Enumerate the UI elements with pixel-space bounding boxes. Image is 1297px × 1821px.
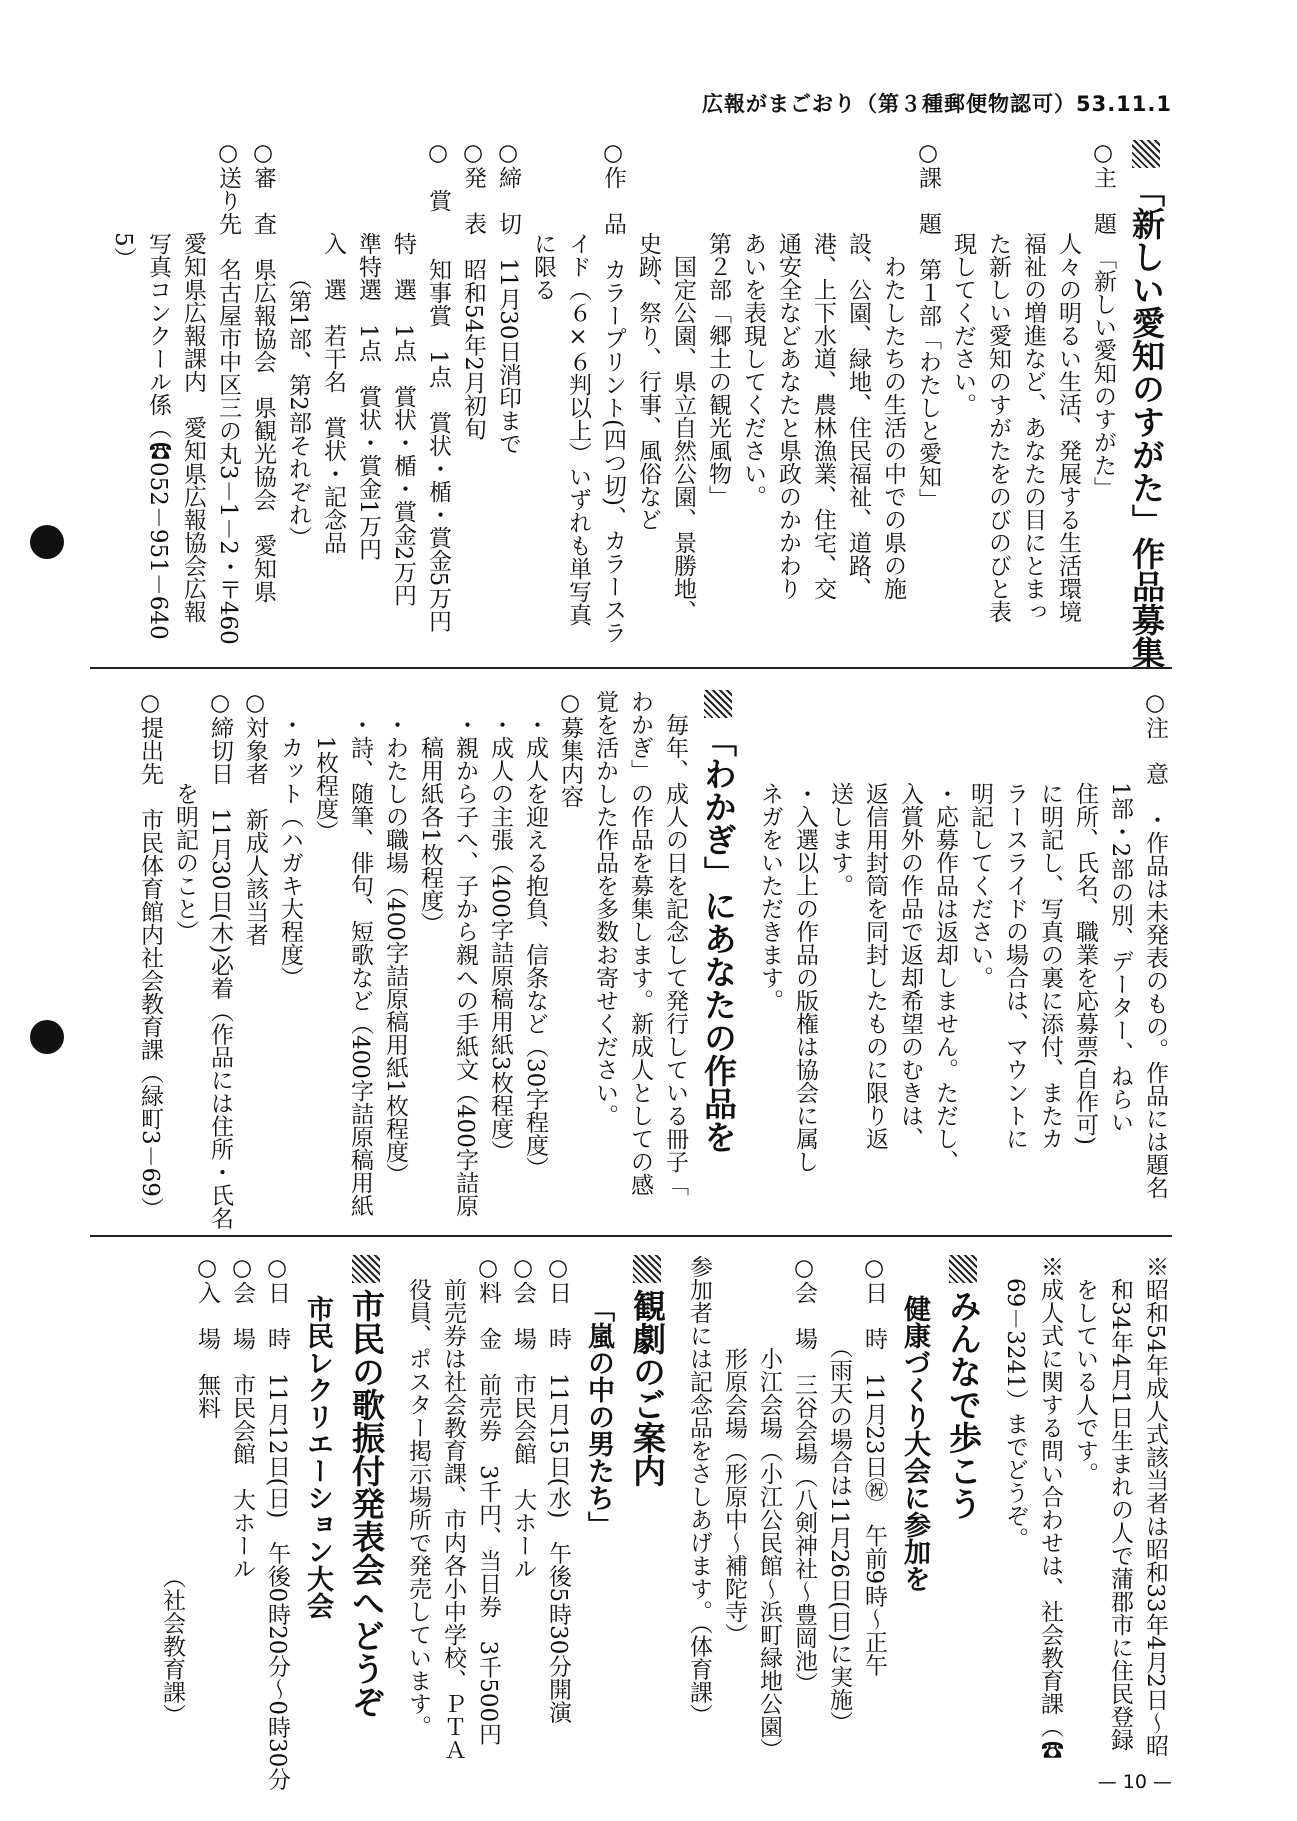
text-line: 史跡、祭り、行事、風俗など — [635, 140, 661, 531]
text-line: 送します。 — [827, 690, 853, 897]
text-line: ○締切日 11月30日(木)必着（作品には住所・氏名 — [207, 690, 233, 1230]
text-line: ○作 品 カラープリント(四つ切)、カラースラ — [600, 140, 626, 644]
section-wakagi — [137, 690, 1172, 1230]
text-line: ○日 時 11月15日(水) 午後5時30分開演 — [545, 1255, 571, 1724]
text-line: 形原会場（形原中～補陀寺） — [721, 1255, 747, 1646]
text-line: 人々の明るい生活、発展する生活環境 — [1055, 140, 1081, 623]
text-line: ※成人式に関する問い合わせは、社会教育課（☎ — [1037, 1255, 1063, 1761]
text-line: ・成人を迎える抱負、信条など（30字程度） — [522, 690, 548, 1180]
text-line: ○会 場 三谷会場（八剣神社～豊岡池） — [791, 1255, 817, 1695]
text-line: ○主 題 「新しい愛知のすがた」 — [1090, 140, 1116, 500]
text-line: 福祉の増進など、あなたの目にとまっ — [1020, 140, 1046, 623]
text-line: （雨天の場合は11月26日(日)に実施） — [826, 1255, 852, 1734]
text-line: ○日 時 11月23日㊗ 午前9時～正午 — [861, 1255, 887, 1677]
walk-subtitle: 健康づくり大会に参加を — [899, 1295, 930, 1592]
text-line: ○日 時 11月12日(日) 午後0時20分～0時30分 — [264, 1255, 290, 1791]
section-photo-contest — [110, 140, 1172, 669]
text-line: ネガをいただきます。 — [757, 690, 783, 1012]
contest-notes — [752, 690, 1172, 1210]
play-details — [400, 1255, 575, 1760]
text-line: ○送り先 名古屋市中区三の丸3－1－2・〒460 — [215, 140, 241, 645]
text-line: ・応募作品は返却しません。ただし、 — [932, 690, 958, 1173]
text-line: 返信用封筒を同封したものに限り返 — [862, 690, 888, 1150]
text-line: ・親から子へ、子から親への手紙文（400字詰原 — [452, 690, 478, 1217]
text-line: 稿用紙各1枚程度） — [417, 690, 443, 935]
text-line: 覚を活かした作品を多数お寄せください。 — [592, 690, 618, 1127]
text-line: 前売券は社会教育課、市内各小中学校、ＰＴＡ — [440, 1255, 466, 1761]
text-line: 通安全などあなたと県政のかかわり — [775, 140, 801, 600]
text-line: ○会 場 市民会館 大ホール — [229, 1255, 255, 1580]
text-line: 設、公園、緑地、住民福祉、道路、 — [845, 140, 871, 600]
section-title: 「わかぎ」にあなたの作品を — [692, 690, 744, 1210]
section-title: 「新しい愛知のすがた」作品募集 — [1120, 140, 1172, 660]
text-line: ○課 題 第１部「わたしと愛知」 — [915, 140, 941, 511]
text-line: 港、上下水道、農林漁業、住宅、交 — [810, 140, 836, 600]
text-line: ○審 査 県広報協会 県観光協会 愛知県 — [250, 140, 276, 603]
hatch-mark-icon — [949, 1255, 977, 1283]
text-line: 和34年4月1日生まれの人で蒲郡市に住民登録 — [1107, 1255, 1133, 1751]
text-line: ○ 賞 知事賞 1点 賞状・楯・賞金5万円 — [425, 140, 451, 633]
text-line: ※昭和54年成人式該当者は昭和33年4月2日～昭 — [1142, 1255, 1168, 1757]
text-line: をしている人です。 — [1072, 1255, 1098, 1485]
hatch-mark-icon — [352, 1255, 380, 1283]
text-line: 小江会場（小江公民館～浜町緑地公園） — [756, 1255, 782, 1761]
play-subtitle: 「嵐の中の男たち」 — [583, 1295, 614, 1538]
text-line: 参加者には記念品をさしあげます。（体育課） — [686, 1255, 712, 1727]
text-line: ○提出先 市民体育館内社会教育課（緑町3－69） — [137, 690, 163, 1220]
text-line: に明記し、写真の裏に添付、またカ — [1037, 690, 1063, 1150]
text-line: ○入 場 無料 — [194, 1255, 220, 1419]
text-line: 入賞外の作品で返却希望のむきは、 — [897, 690, 923, 1150]
text-line: 第２部「郷土の観光風物」 — [705, 140, 731, 508]
text-line: 愛知県広報課内 愛知県広報協会広報 — [180, 140, 206, 623]
text-line: 1部・2部の別、データー、ねらい — [1107, 690, 1133, 1134]
text-line: ・カット（ハガキ大程度） — [277, 690, 303, 989]
text-line: ○料 金 前売券 3千円、当日券 3千500円 — [475, 1255, 501, 1746]
binder-hole-icon — [30, 525, 64, 559]
hatch-mark-icon — [704, 690, 732, 718]
text-line: ・成人の主張（400字詰原稿用紙3枚程度） — [487, 690, 513, 1163]
text-line: 準特選 1点 賞状・賞金1万円 — [355, 140, 381, 561]
divider — [90, 667, 1172, 669]
text-line: 入 選 若干名 賞状・記念品 — [320, 140, 346, 554]
page-number: — 10 — — [1097, 1771, 1172, 1793]
text-line: ・わたしの職場（400字詰原稿用紙1枚程度） — [382, 690, 408, 1186]
text-line: あいを表現してください。 — [740, 140, 766, 508]
text-line: ・詩、随筆、俳句、短歌など（400字詰原稿用紙 — [347, 690, 373, 1217]
play-title: 観劇のご案内 — [621, 1255, 673, 1760]
text-line: に限る — [530, 140, 556, 301]
contest-details — [105, 140, 1120, 660]
text-line: 1枚程度） — [312, 690, 338, 843]
text-line: 写真コンクール係（☎052－951－640 — [145, 140, 171, 640]
text-line: 5） — [110, 140, 136, 270]
text-line: ○発 表 昭和54年2月初旬 — [460, 140, 486, 440]
text-line: 住所、氏名、職業を応募票(自作可) — [1072, 690, 1098, 1145]
text-line: た新しい愛知のすがたをのびのびと表 — [985, 140, 1011, 623]
walk-details — [681, 1255, 891, 1760]
hatch-mark-icon — [633, 1255, 661, 1283]
text-line: 毎年、成人の日を記念して発行している冊子「 — [662, 690, 688, 1196]
text-line: わたしたちの生活の中での県の施 — [880, 140, 906, 600]
text-line: ○募集内容 — [557, 690, 583, 808]
text-line: （社会教育課） — [159, 1255, 185, 1727]
hatch-mark-icon — [1132, 140, 1160, 168]
text-line: （第1部、第2部それぞれ） — [285, 140, 311, 549]
divider — [90, 1235, 1172, 1237]
text-line: 国定公園、県立自然公園、景勝地、 — [670, 140, 696, 623]
text-line: ・入選以上の作品の版権は協会に属し — [792, 690, 818, 1173]
text-line: ラースライドの場合は、マウントに — [1002, 690, 1028, 1150]
kabu-subtitle: 市民レクリエーション大会 — [302, 1295, 333, 1619]
coming-of-age-notes — [997, 1255, 1172, 1760]
text-line: を明記のこと） — [172, 690, 198, 943]
wakagi-details — [132, 690, 692, 1230]
text-line: 特 選 1点 賞状・楯・賞金2万円 — [390, 140, 416, 607]
text-line: ○対象者 新成人該当者 — [242, 690, 268, 946]
walk-title: みんなで歩こう — [937, 1255, 989, 1760]
text-line: 役員、ポスター掲示場所で発売しています。 — [405, 1255, 431, 1738]
text-line: 明記してください。 — [967, 690, 993, 989]
text-line: ○注 意 ・作品は未発表のもの。作品には題名 — [1142, 690, 1168, 1199]
text-line: イド（６×６判以上）いずれも単写真 — [565, 140, 591, 626]
kabu-title: 市民の歌振付発表会へどうぞ — [340, 1255, 392, 1760]
text-line: 現してください。 — [950, 140, 976, 416]
kabu-details — [154, 1255, 294, 1791]
text-line: 69－3241）までどうぞ。 — [1002, 1255, 1028, 1550]
text-line: わかぎ」の作品を募集します。新成人としての感 — [627, 690, 653, 1196]
page-header: 広報がまごおり（第３種郵便物認可）53.11.1 — [701, 92, 1172, 116]
text-line: ○締 切 11月30日消印まで — [495, 140, 521, 455]
binder-hole-icon — [30, 1020, 64, 1054]
text-line: ○会 場 市民会館 大ホール — [510, 1255, 536, 1580]
